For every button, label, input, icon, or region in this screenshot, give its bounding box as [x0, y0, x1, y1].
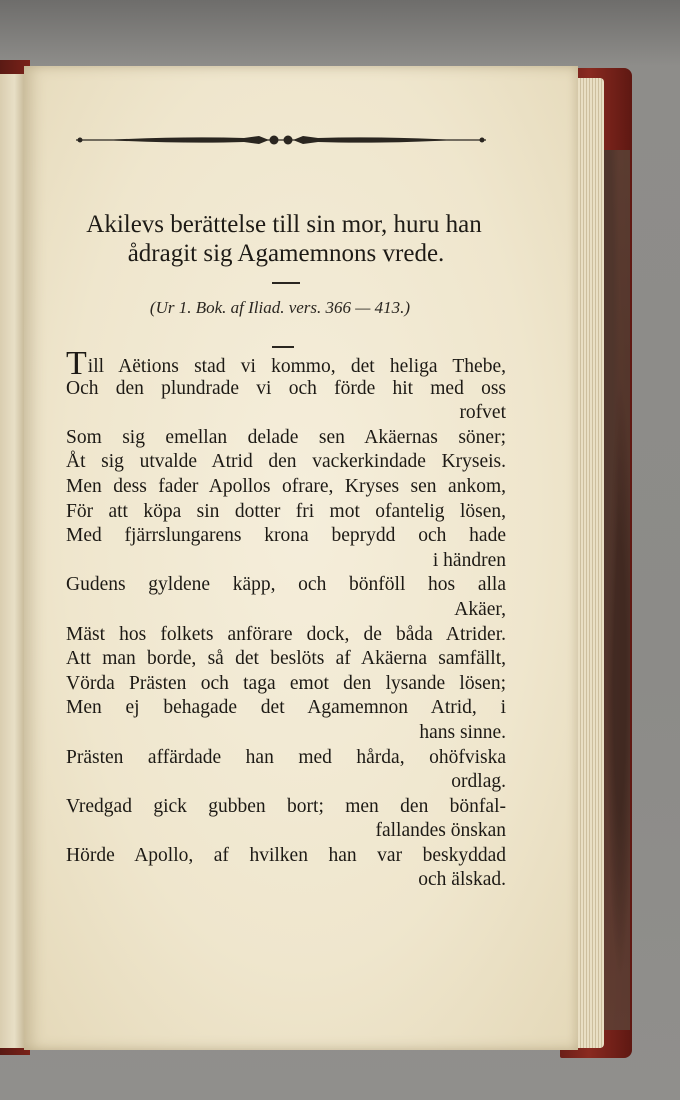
- poem-body: [66, 345, 506, 893]
- poem-line: i händren: [432, 549, 506, 571]
- poem-line: Vredgad gick gubben bort; men den bönfal-: [66, 795, 506, 817]
- poem-first-line-text: ill Aëtions stad vi kommo, det heliga Thebe,: [87, 356, 506, 377]
- left-page-edge: [0, 74, 24, 1048]
- chapter-title: [66, 210, 506, 268]
- poem-line: ordlag.: [451, 771, 506, 793]
- poem-line: Hörde Apollo, af hvilken han var beskyddad: [66, 844, 506, 866]
- poem-line: Med fjärrslungarens krona beprydd och hade: [66, 525, 506, 547]
- poem-line: Akäer,: [454, 598, 506, 620]
- poem-line: Vörda Prästen och taga emot den lysande lösen;: [66, 672, 506, 694]
- poem-line: och älskad.: [418, 869, 506, 891]
- poem-line: Och den plundrade vi och förde hit med oss: [66, 377, 506, 399]
- source-reference: (Ur 1. Bok. af Iliad. vers. 366 — 413.): [149, 298, 411, 317]
- poem-line: Åt sig utvalde Atrid den vackerkindade Kryseis.: [66, 451, 506, 473]
- title-divider: [272, 282, 300, 284]
- poem-line: Gudens gyldene käpp, och bönföll hos alla: [66, 574, 506, 596]
- poem-line: fallandes önskan: [375, 820, 506, 842]
- poem-line: Som sig emellan delade sen Akäernas söner;: [66, 426, 506, 448]
- poem-line: rofvet: [459, 402, 506, 424]
- poem-line: Att man borde, så det beslöts af Akäerna samfällt,: [66, 648, 506, 670]
- poem-line: För att köpa sin dotter fri mot ofantelig lösen,: [66, 500, 506, 522]
- poem-line: hans sinne.: [419, 721, 506, 743]
- poem-line: Mäst hos folkets anförare dock, de båda Atrider.: [66, 623, 506, 645]
- poem-line: Men ej behagade det Agamemnon Atrid, i: [66, 697, 506, 719]
- drop-cap: T: [66, 345, 87, 382]
- title-line-1: Akilevs berättelse till sin mor, huru han: [86, 211, 482, 238]
- title-line-2: ådragit sig Agamemnons vrede.: [127, 240, 445, 267]
- poem-line: Men dess fader Apollos ofrare, Kryses sen ankom,: [66, 475, 506, 497]
- ornament-rule-icon: [74, 130, 488, 150]
- poem-first-line: [66, 345, 506, 382]
- source-divider: [272, 346, 294, 348]
- poem-line: Prästen affärdade han med hårda, ohöfviska: [66, 746, 506, 768]
